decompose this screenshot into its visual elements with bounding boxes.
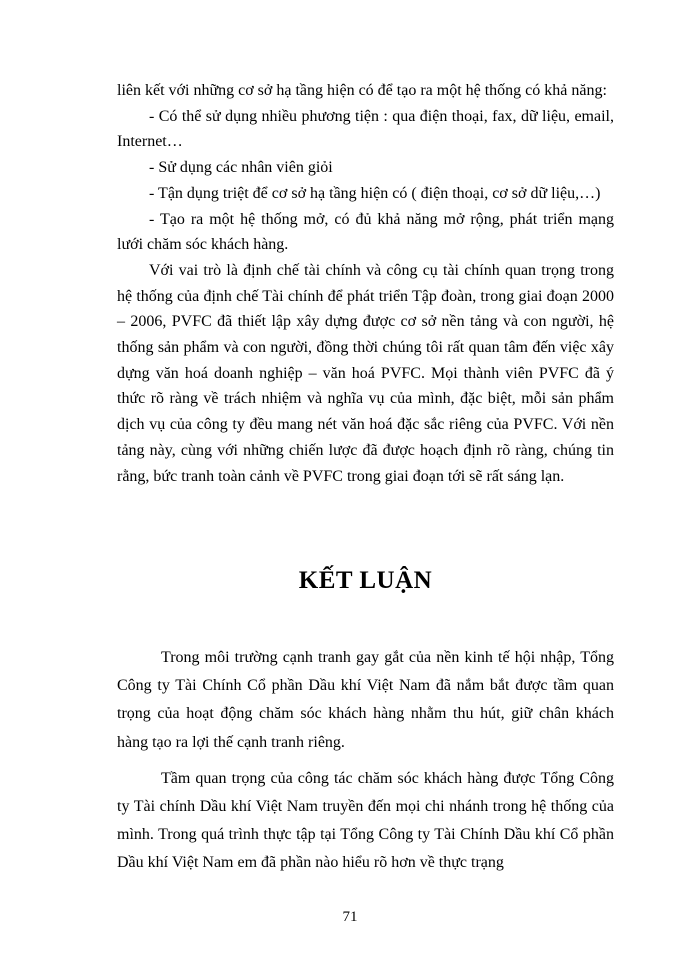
paragraph: Trong môi trường cạnh tranh gay gắt của nền kinh tế hội nhập, Tổng Công ty Tài Chính Cổ phần Dầu khí Việt Nam đã nắm bắt được tầm quan trọng của hoạt động chăm sóc khách hàng nhằm thu hút, giữ chân khách hàng tạo ra lợi thế cạnh tranh riêng. <box>117 649 614 751</box>
page-number: 71 <box>342 909 358 925</box>
paragraph: Tầm quan trọng của công tác chăm sóc khách hàng được Tổng Công ty Tài chính Dầu khí Việt Nam truyền đến mọi chi nhánh trong hệ thống của mình. Trong quá trình thực tập tại Tổng Công ty Tài Chính Dầu khí Cổ phần Dầu khí Việt Nam em đã phần nào hiểu rõ hơn về thực trạng <box>117 769 614 872</box>
bullet-item: - Có thể sử dụng nhiều phương tiện : qua điện thoại, fax, dữ liệu, email, Internet… <box>117 107 614 151</box>
paragraph-continuation: liên kết với những cơ sở hạ tầng hiện có để tạo ra một hệ thống có khả năng: <box>117 82 607 99</box>
body-text <box>117 78 614 489</box>
bullet-item: - Tạo ra một hệ thống mở, có đủ khả năng mở rộng, phát triển mạng lưới chăm sóc khách hàng. <box>117 210 614 254</box>
conclusion-text <box>117 644 614 878</box>
paragraph: Với vai trò là định chế tài chính và công cụ tài chính quan trọng trong hệ thống của định chế Tài chính để phát triển Tập đoàn, trong giai đoạn 2000 – 2006, PVFC đã thiết lập xây dựng được cơ sở nền tảng và con người, hệ thống sản phẩm và con người, đồng thời chúng tôi rất quan tâm đến việc xây dựng văn hoá doanh nghiệp – văn hoá PVFC. Mọi thành viên PVFC đã ý thức rõ ràng về trách nhiệm và nghĩa vụ của mình, đặc biệt, mỗi sản phẩm dịch vụ của công ty đều mang nét văn hoá đặc sắc riêng của PVFC. Với nền tảng này, cùng với những chiến lược đã được hoạch định rõ ràng, chúng tin rằng, bức tranh toàn cảnh về PVFC trong giai đoạn tới sẽ rất sáng lạn. <box>117 261 614 485</box>
section-heading: KẾT LUẬN <box>298 567 433 594</box>
bullet-item: - Sử dụng các nhân viên giỏi <box>149 159 333 177</box>
bullet-item: - Tận dụng triệt để cơ sở hạ tầng hiện có ( điện thoại, cơ sở dữ liệu,…) <box>149 184 601 202</box>
